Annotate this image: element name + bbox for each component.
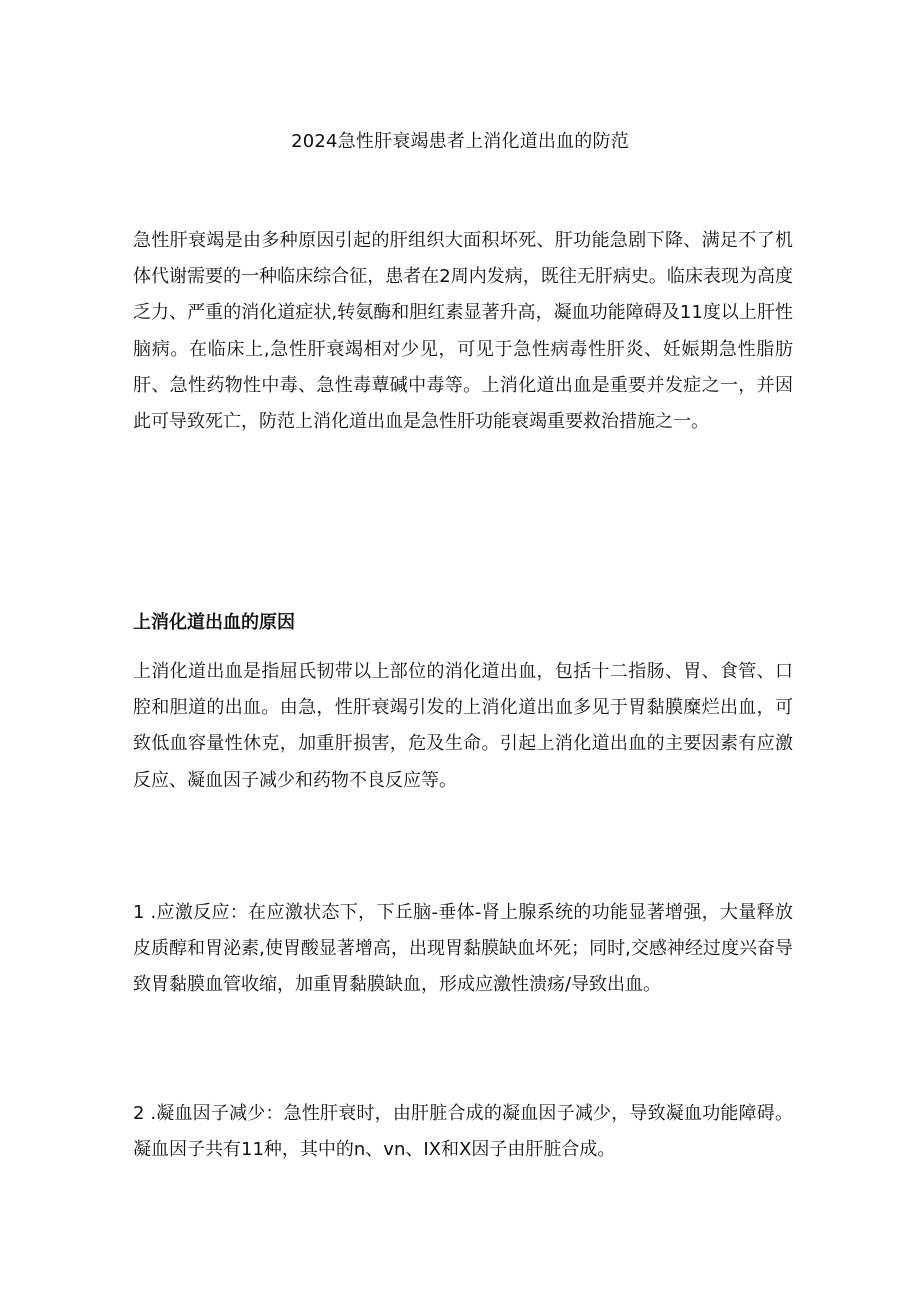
document-title: 2024急性肝衰竭患者上消化道出血的防范 xyxy=(291,131,629,152)
list-item-coagulation-factors: 2 .凝血因子减少：急性肝衰时，由肝脏合成的凝血因子减少，导致凝血功能障碍。凝血因子共有11种，其中的n、vn、IX和X因子由肝脏合成。 xyxy=(133,1103,793,1161)
section-heading-causes: 上消化道出血的原因 xyxy=(133,612,295,633)
causes-paragraph: 上消化道出血是指屈氏韧带以上部位的消化道出血，包括十二指肠、胃、食管、口腔和胆道的出血。由急，性肝衰竭引发的上消化道出血多见于胃黏膜糜烂出血，可致低血容量性休克，加重肝损害，危及生命。引起上消化道出血的主要因素有应激反应、凝血因子减少和药物不良反应等。 xyxy=(133,661,793,791)
list-item-stress-reaction: 1 .应激反应：在应激状态下，下丘脑-垂体-肾上腺系统的功能显著增强，大量释放皮质醇和胃泌素,使胃酸显著增高，出现胃黏膜缺血坏死；同时,交感神经过度兴奋导致胃黏膜血管收缩，加重胃黏膜缺血，形成应激性溃疡/导致出血。 xyxy=(133,902,793,996)
intro-paragraph: 急性肝衰竭是由多种原因引起的肝组织大面积坏死、肝功能急剧下降、满足不了机体代谢需要的一种临床综合征，患者在2周内发病，既往无肝病史。临床表现为高度乏力、严重的消化道症状,转氨酶和胆红素显著升高，凝血功能障碍及11度以上肝性脑病。在临床上,急性肝衰竭相对少见，可见于急性病毒性肝炎、妊娠期急性脂肪肝、急性药物性中毒、急性毒蕈碱中毒等。上消化道出血是重要并发症之一，并因此可导致死亡，防范上消化道出血是急性肝功能衰竭重要救治措施之一。 xyxy=(133,230,793,433)
